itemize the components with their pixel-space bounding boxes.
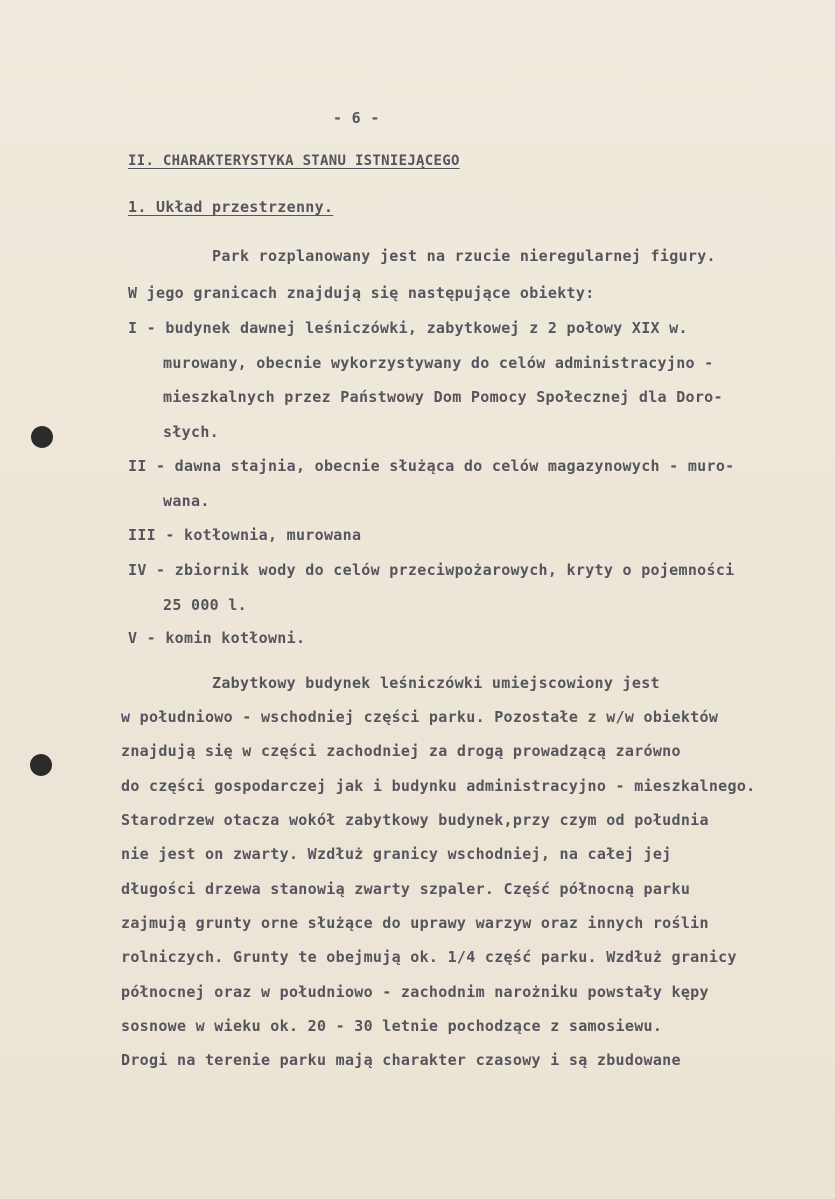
binder-hole-top [31, 426, 53, 448]
body-line: do części gospodarczej jak i budynku administracyjno - mieszkalnego. [121, 777, 756, 795]
binder-hole-bottom [30, 754, 52, 776]
body-line: zajmują grunty orne służące do uprawy warzyw oraz innych roślin [121, 914, 709, 932]
body-line: Starodrzew otacza wokół zabytkowy budynek,przy czym od południa [121, 811, 709, 829]
body-line: w południowo - wschodniej części parku. Pozostałe z w/w obiektów [121, 708, 719, 726]
body-line: rolniczych. Grunty te obejmują ok. 1/4 część parku. Wzdłuż granicy [121, 948, 737, 966]
body-line: nie jest on zwarty. Wzdłuż granicy wschodniej, na całej jej [121, 845, 672, 863]
body-line: II - dawna stajnia, obecnie służąca do celów magazynowych - muro- [128, 457, 735, 475]
body-line: słych. [163, 423, 219, 441]
body-line: I - budynek dawnej leśniczówki, zabytkowej z 2 połowy XIX w. [128, 319, 688, 337]
body-line: IV - zbiornik wody do celów przeciwpożarowych, kryty o pojemności [128, 561, 735, 579]
body-line: 25 000 l. [163, 596, 247, 614]
body-line: północnej oraz w południowo - zachodnim narożniku powstały kępy [121, 983, 709, 1001]
body-line: Park rozplanowany jest na rzucie nieregularnej figury. [212, 247, 716, 265]
body-line: murowany, obecnie wykorzystywany do celów administracyjno - [163, 354, 714, 372]
body-line: sosnowe w wieku ok. 20 - 30 letnie pochodzące z samosiewu. [121, 1017, 663, 1035]
body-line: W jego granicach znajdują się następujące obiekty: [128, 284, 595, 302]
body-line: mieszkalnych przez Państwowy Dom Pomocy Społecznej dla Doro- [163, 388, 723, 406]
section-heading: II. CHARAKTERYSTYKA STANU ISTNIEJĄCEGO [128, 153, 460, 169]
body-line: wana. [163, 492, 210, 510]
body-line: V - komin kotłowni. [128, 629, 306, 647]
body-line: III - kotłownia, murowana [128, 526, 362, 544]
body-line: Drogi na terenie parku mają charakter czasowy i są zbudowane [121, 1051, 681, 1069]
subheading: 1. Układ przestrzenny. [128, 198, 334, 216]
page-number: - 6 - [333, 109, 380, 127]
body-line: znajdują się w części zachodniej za drogą prowadzącą zarówno [121, 742, 681, 760]
body-line: długości drzewa stanowią zwarty szpaler. Część północną parku [121, 880, 691, 898]
body-line: Zabytkowy budynek leśniczówki umiejscowiony jest [212, 674, 660, 692]
